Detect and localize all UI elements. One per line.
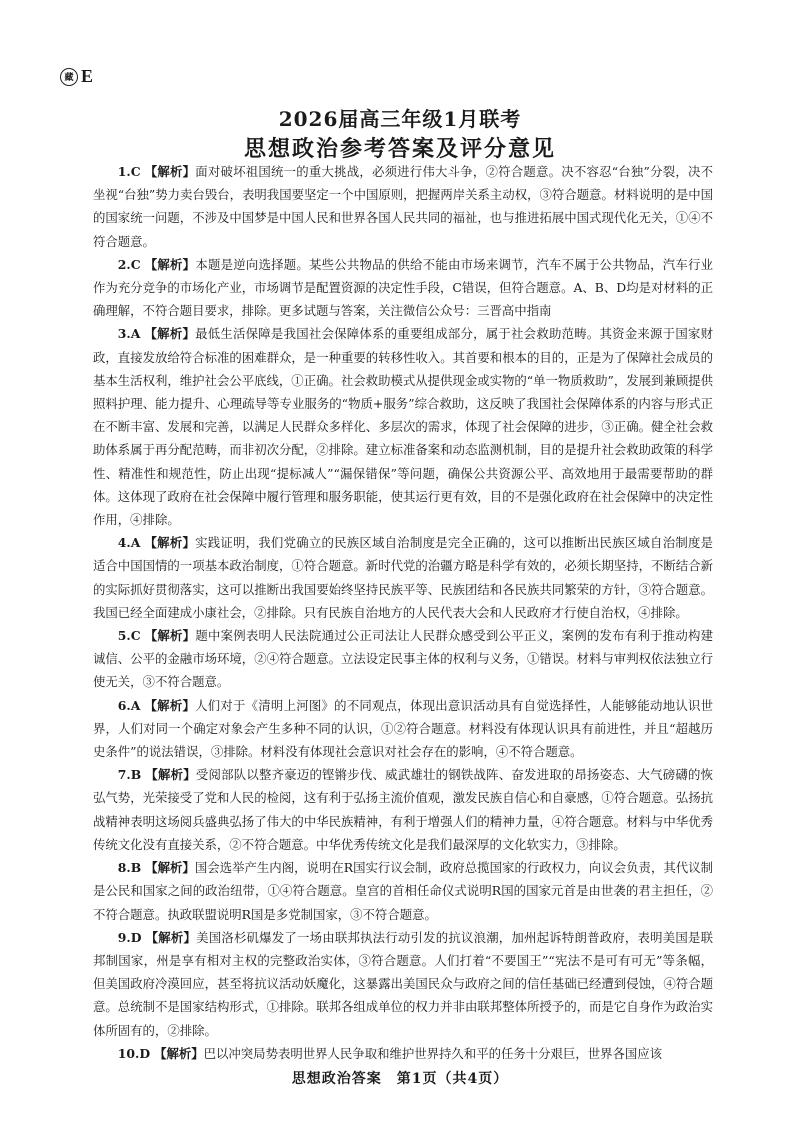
answer-item [93, 253, 713, 323]
answer-item [93, 926, 713, 1042]
analysis-tag: 【解析】 [154, 1045, 204, 1061]
analysis-tag: 【解析】 [144, 326, 196, 342]
analysis-tag: 【解析】 [145, 929, 197, 945]
question-number: 1.C [117, 164, 141, 179]
question-number: 5.C [117, 628, 141, 644]
question-number: 3.A [117, 326, 141, 342]
answer-item [93, 856, 713, 926]
analysis-text: 人们对于《清明上河图》的不同观点，体现出意识活动具有自觉选择性，人能够能动地认识世界，人们对同一个确定对象会产生多种不同的认识，①②符合题意。材料没有体现认识具有前进性，并且“超越历史条件”的说法错误，③排除。材料没有体现社会意识对社会存在的影响，④不符合题意。 [93, 697, 713, 760]
mark-letter: E [81, 66, 94, 86]
analysis-text: 美国洛杉矶爆发了一场由联邦执法行动引发的抗议浪潮，加州起诉特朗普政府，表明美国是联邦制国家，州是享有相对主权的完整政治实体，③符合题意。人们打着“不要国王”“宪法不是可有可无”等条幅，但美国政府冷漠回应，甚至将抗议活动妖魔化，这暴露出美国民众与政府之间的信任基础已经遭到侵蚀，④符合题意。总统制不是国家结构形式，①排除。联邦各组成单位的权力并非由联邦整体所授予的，而是它自身作为政治实体所固有的，②排除。 [93, 929, 713, 1038]
analysis-text: 本题是逆向选择题。某些公共物品的供给不能由市场来调节，汽车不属于公共物品，汽车行业作为充分竞争的市场化产业，市场调节是配置资源的决定性手段，C错误，但符合题意。A、B、D均是对材料的正确理解，不符合题目要求，排除。更多试题与答案，关注微信公众号：三晋高中指南 [93, 256, 713, 319]
answer-item [93, 763, 713, 856]
question-number: 10.D [117, 1045, 151, 1061]
analysis-tag: 【解析】 [144, 256, 196, 272]
exam-title: 2026届高三年级1月联考 [278, 107, 522, 131]
answer-item [93, 624, 713, 694]
analysis-text: 题中案例表明人民法院通过公正司法让人民群众感受到公平正义，案例的发布有利于推动构建诚信、公平的金融市场环境，②④符合题意。立法设定民事主体的权利与义务，①错误。材料与审判权依法独立行使无关，③不符合题意。 [93, 628, 713, 690]
question-number: 7.B [117, 767, 142, 783]
answer-item [93, 160, 713, 253]
analysis-text: 面对破坏祖国统一的重大挑战，必须进行伟大斗争，②符合题意。决不容忍“台独”分裂，决不坐视“台独”势力卖台毁台，表明我国要坚定一个中国原则，把握两岸关系主动权，③符合题意。材料说明的是中国的国家统一问题，不涉及中国梦是中国人民和世界各国人民共同的福祉，也与推进拓展中国式现代化无关，①④不符合题意。 [93, 164, 713, 249]
analysis-tag: 【解析】 [145, 860, 195, 876]
analysis-text: 实践证明，我们党确立的民族区域自治制度是完全正确的，这可以推断出民族区域自治制度是适合中国国情的一项基本政治制度，①符合题意。新时代党的治疆方略是科学有效的，必须长期坚持，不断结合新的实际抓好贯彻落实，这可以推断出我国要始终坚持民族平等、民族团结和各民族共同繁荣的方针，③符合题意。我国已经全面建成小康社会，②排除。只有民族自治地方的人民代表大会和人民政府才行使自治权，④排除。 [93, 535, 713, 620]
header-mark [60, 66, 93, 87]
answer-item [93, 322, 713, 531]
analysis-tag: 【解析】 [144, 697, 196, 713]
question-number: 9.D [117, 929, 142, 945]
question-number: 4.A [117, 535, 141, 551]
analysis-text: 巴以冲突局势表明世界人民争取和维护世界持久和平的任务十分艰巨，世界各国应该 [203, 1045, 663, 1061]
page-footer: 思想政治答案 第1页（共4页） [291, 1071, 509, 1087]
question-number: 8.B [117, 860, 142, 876]
answer-list [93, 160, 713, 1065]
analysis-tag: 【解析】 [145, 767, 196, 783]
analysis-text: 国会选举产生内阁，说明在R国实行议会制，政府总揽国家的行政权力，向议会负责，其代议制是公民和国家之间的政治纽带，①④符合题意。皇宫的首相任命仪式说明R国的国家元首是由世袭的君主担任，②不符合题意。执政联盟说明R国是多党制国家，③不符合题意。 [93, 860, 713, 922]
answer-item [93, 694, 713, 764]
analysis-tag: 【解析】 [144, 535, 196, 551]
analysis-text: 最低生活保障是我国社会保障体系的重要组成部分，属于社会救助范畴。其资金来源于国家财政，直接发放给符合标准的困难群众，是一种重要的转移性收入。其首要和根本的目的，正是为了保障社会成员的基本生活权利，维护社会公平底线，①正确。社会救助模式从提供现金或实物的“单一物质救助”，发展到兼顾提供照料护理、能力提升、心理疏导等专业服务的“物质+服务”综合救助，这反映了我国社会保障体系的内容与形式正在不断丰富、发展和完善，以满足人民群众多样化、多层次的需求，体现了社会保障的进步，③正确。健全社会救助体系属于再分配范畴，而非初次分配，②排除。建立标准备案和动态监测机制，目的是提升社会救助政策的科学性、精准性和规范性，防止出现“提标减人”“漏保错保”等问题，确保公共资源公平、高效地用于最需要帮助的群体。这体现了政府在社会保障中履行管理和服务职能，使其运行更有效，目的不是强化政府在社会保障中的决定性作用，④排除。 [93, 326, 713, 528]
analysis-text: 受阅部队以整齐豪迈的铿锵步伐、威武雄壮的钢铁战阵、奋发进取的昂扬姿态、大气磅礴的恢弘气势，光荣接受了党和人民的检阅，这有利于弘扬主流价值观，激发民族自信心和自豪感，①符合题意。弘扬抗战精神表明这场阅兵盛典弘扬了伟大的中华民族精神，有利于增强人们的精神力量，④符合题意。材料与中华优秀传统文化没有直接关系，②不符合题意。中华优秀传统文化是我们最深厚的文化软实力，③排除。 [93, 767, 714, 852]
answer-item [93, 531, 713, 624]
analysis-tag: 【解析】 [144, 628, 196, 644]
seal-icon: 藏 [60, 68, 78, 86]
question-number: 2.C [117, 256, 141, 272]
analysis-tag: 【解析】 [144, 164, 196, 179]
question-number: 6.A [117, 697, 141, 713]
answer-item [93, 1042, 713, 1065]
document-subtitle: 思想政治参考答案及评分意见 [243, 136, 556, 162]
